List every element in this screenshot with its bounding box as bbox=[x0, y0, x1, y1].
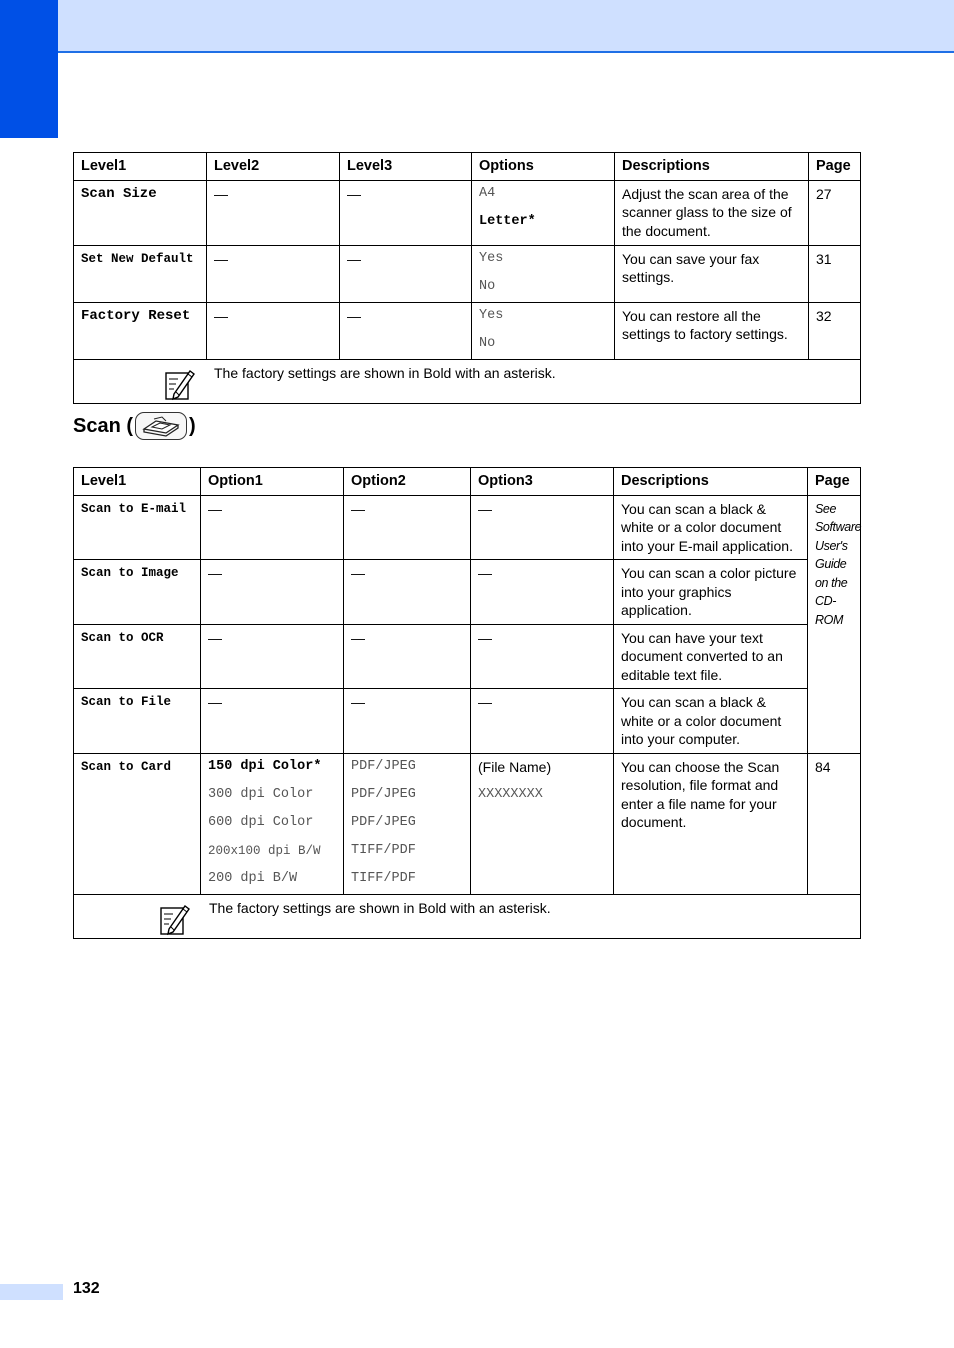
table-row bbox=[74, 302, 861, 359]
level2-cell: — bbox=[207, 180, 340, 245]
note-row bbox=[74, 894, 861, 938]
format-option: TIFF/PDF bbox=[351, 842, 416, 858]
level1-cell: Scan to OCR bbox=[74, 624, 201, 689]
level1-cell: Set New Default bbox=[74, 245, 207, 302]
option3-cell: — bbox=[471, 560, 614, 625]
settings-table bbox=[73, 152, 861, 404]
page-cell: 84 bbox=[808, 753, 861, 894]
header-page: Page bbox=[808, 468, 861, 496]
level3-cell: — bbox=[340, 245, 472, 302]
footer-bar bbox=[0, 1284, 63, 1300]
page-ref-line: Guide bbox=[815, 557, 847, 571]
description-cell: You can scan a black & white or a color document into your computer. bbox=[614, 689, 808, 754]
header-descriptions: Descriptions bbox=[615, 153, 809, 181]
section-title-close: ) bbox=[189, 414, 196, 437]
header-level2: Level2 bbox=[207, 153, 340, 181]
chapter-tab bbox=[0, 0, 58, 138]
option-value-default: Letter* bbox=[479, 213, 536, 229]
note-text: The factory settings are shown in Bold with an asterisk. bbox=[214, 364, 556, 381]
scan-table bbox=[73, 467, 861, 939]
option1-cell: — bbox=[201, 689, 344, 754]
option-value: Yes bbox=[479, 250, 504, 266]
header-option1: Option1 bbox=[201, 468, 344, 496]
option1-cell: — bbox=[201, 495, 344, 560]
section-title: Scan ( bbox=[73, 414, 134, 437]
header-option2: Option2 bbox=[344, 468, 471, 496]
option3-cell bbox=[471, 753, 614, 894]
options-cell bbox=[472, 180, 615, 245]
table-row bbox=[74, 245, 861, 302]
page-cell: 27 bbox=[809, 180, 861, 245]
description-cell: You can have your text document converted to an editable text file. bbox=[614, 624, 808, 689]
page-ref bbox=[815, 500, 862, 630]
note-pencil-icon bbox=[159, 902, 191, 936]
table-row bbox=[74, 560, 861, 625]
option-value: No bbox=[479, 278, 496, 294]
page-ref-cell bbox=[808, 495, 861, 753]
header-level3: Level3 bbox=[340, 153, 472, 181]
header-descriptions: Descriptions bbox=[614, 468, 808, 496]
table-row bbox=[74, 753, 861, 894]
level3-cell: — bbox=[340, 302, 472, 359]
page-ref-line: See bbox=[815, 501, 837, 516]
note-row bbox=[74, 359, 861, 403]
option1-cell: — bbox=[201, 560, 344, 625]
note-pencil-icon bbox=[164, 367, 196, 401]
option2-cell: — bbox=[344, 495, 471, 560]
description-cell: You can save your fax settings. bbox=[615, 245, 809, 302]
scan-key-icon bbox=[135, 412, 187, 440]
table-row bbox=[74, 180, 861, 245]
table-header-row bbox=[74, 153, 861, 181]
option-value: No bbox=[479, 335, 496, 351]
format-option: TIFF/PDF bbox=[351, 870, 416, 886]
level1-cell: Factory Reset bbox=[74, 302, 207, 359]
page-ref-line: User's bbox=[815, 538, 848, 553]
description-cell: You can scan a color picture into your graphics application. bbox=[614, 560, 808, 625]
page-number: 132 bbox=[73, 1280, 100, 1297]
option3-cell: — bbox=[471, 689, 614, 754]
resolution-option: 200 dpi B/W bbox=[208, 870, 298, 886]
page-ref-line: on the bbox=[815, 575, 848, 590]
option3-cell: — bbox=[471, 624, 614, 689]
file-name-value: XXXXXXXX bbox=[478, 786, 543, 802]
level2-cell: — bbox=[207, 245, 340, 302]
options-cell bbox=[472, 302, 615, 359]
option2-cell: — bbox=[344, 560, 471, 625]
resolution-option: 300 dpi Color bbox=[208, 786, 314, 802]
file-name-label: (File Name) bbox=[478, 758, 552, 775]
table-row bbox=[74, 689, 861, 754]
option2-cell: — bbox=[344, 689, 471, 754]
header-level1: Level1 bbox=[74, 153, 207, 181]
header-level1: Level1 bbox=[74, 468, 201, 496]
resolution-option: 200x100 dpi B/W bbox=[208, 843, 321, 858]
description-cell: You can scan a black & white or a color document into your E-mail application. bbox=[614, 495, 808, 560]
page-cell: 31 bbox=[809, 245, 861, 302]
description-cell: You can restore all the settings to factory settings. bbox=[615, 302, 809, 359]
header-band bbox=[57, 0, 954, 53]
header-option3: Option3 bbox=[471, 468, 614, 496]
note-cell bbox=[74, 894, 861, 938]
level1-cell: Scan to E-mail bbox=[74, 495, 201, 560]
page-ref-line: CD-ROM bbox=[815, 594, 843, 627]
format-option: PDF/JPEG bbox=[351, 786, 416, 802]
description-cell: You can choose the Scan resolution, file format and enter a file name for your document. bbox=[614, 753, 808, 894]
note-cell bbox=[74, 359, 861, 403]
level1-cell: Scan Size bbox=[74, 180, 207, 245]
option-value: Yes bbox=[479, 307, 504, 323]
table-row bbox=[74, 624, 861, 689]
format-option: PDF/JPEG bbox=[351, 758, 416, 774]
option1-cell: — bbox=[201, 624, 344, 689]
option3-cell: — bbox=[471, 495, 614, 560]
level3-cell: — bbox=[340, 180, 472, 245]
options-cell bbox=[472, 245, 615, 302]
format-option: PDF/JPEG bbox=[351, 814, 416, 830]
level1-cell: Scan to Image bbox=[74, 560, 201, 625]
table-header-row bbox=[74, 468, 861, 496]
level1-cell: Scan to File bbox=[74, 689, 201, 754]
option-value: A4 bbox=[479, 185, 496, 201]
section-heading bbox=[73, 412, 196, 440]
option2-cell: — bbox=[344, 624, 471, 689]
header-page: Page bbox=[809, 153, 861, 181]
header-options: Options bbox=[472, 153, 615, 181]
resolution-option: 600 dpi Color bbox=[208, 814, 314, 830]
note-text: The factory settings are shown in Bold with an asterisk. bbox=[209, 899, 551, 916]
page-cell: 32 bbox=[809, 302, 861, 359]
page-ref-line: Software bbox=[815, 520, 862, 534]
option1-cell bbox=[201, 753, 344, 894]
option2-cell bbox=[344, 753, 471, 894]
description-cell: Adjust the scan area of the scanner glass to the size of the document. bbox=[615, 180, 809, 245]
resolution-option-default: 150 dpi Color* bbox=[208, 758, 322, 774]
level1-cell: Scan to Card bbox=[74, 753, 201, 894]
level2-cell: — bbox=[207, 302, 340, 359]
table-row bbox=[74, 495, 861, 560]
